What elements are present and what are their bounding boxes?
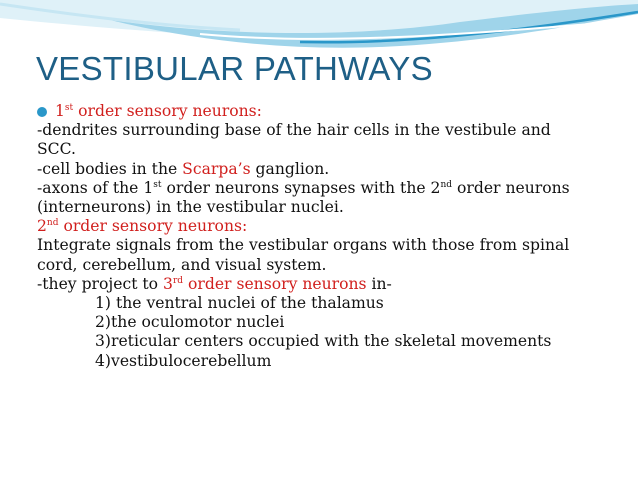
bullet-first-order-neurons: 1st order sensory neurons: [37, 102, 607, 121]
integrate-line: Integrate signals from the vestibular organs with those from spinal [37, 236, 570, 255]
integrate-line-cont: cord, cerebellum, and visual system. [37, 255, 327, 274]
list-item: 4)vestibulocerebellum [95, 351, 272, 370]
dendrites-line-cont: SCC. [37, 140, 76, 159]
second-order-heading: 2nd order sensory neurons: [37, 217, 248, 236]
list-item: 2)the oculomotor nuclei [95, 313, 285, 332]
slide-title: VESTIBULAR PATHWAYS [36, 50, 433, 87]
project-line: -they project to 3rd order sensory neurons in- [37, 274, 392, 293]
scarpa-ganglion-term: Scarpa’s [182, 159, 251, 178]
axons-line: -axons of the 1st order neurons synapses with the 2nd order neurons [37, 178, 570, 197]
cell-bodies-line: -cell bodies in the Scarpa’s ganglion. [37, 159, 330, 178]
third-order-term: 3rd order sensory neurons [163, 274, 367, 293]
list-item: 1) the ventral nuclei of the thalamus [95, 294, 384, 313]
bullet-dot-icon [37, 107, 47, 117]
slide-body [37, 102, 607, 371]
axons-line-cont: (interneurons) in the vestibular nuclei. [37, 198, 344, 217]
dendrites-line: -dendrites surrounding base of the hair cells in the vestibule and [37, 121, 551, 140]
list-item: 3)reticular centers occupied with the skeletal movements [95, 332, 552, 351]
